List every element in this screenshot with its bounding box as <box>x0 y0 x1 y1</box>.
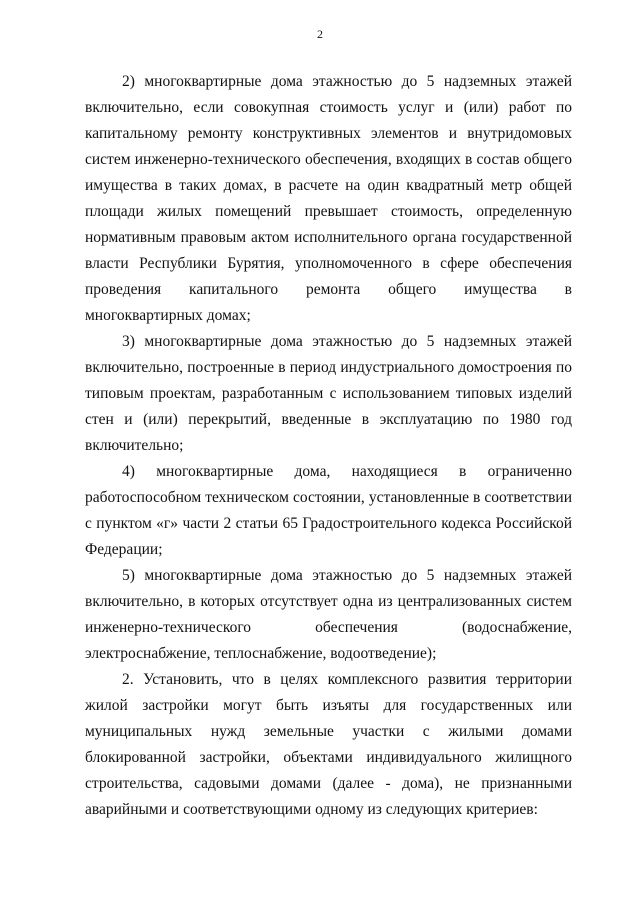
document-body <box>85 69 572 823</box>
paragraph-item-2: 2) многоквартирные дома этажностью до 5 надземных этажей включительно, если совокупная стоимость услуг и (или) работ по капитальному ремонту конструктивных элементов и внутридомовых систем инженерно-технического обеспечения, входящих в состав общего имущества в таких домах, в расчете на один квадратный метр общей площади жилых помещений превышает стоимость, определенную нормативным правовым актом исполнительного органа государственной власти Республики Бурятия, уполномоченного в сфере обеспечения проведения капитального ремонта общего имущества в многоквартирных домах; <box>85 73 572 324</box>
page-number: 2 <box>317 27 323 41</box>
paragraph-item-3: 3) многоквартирные дома этажностью до 5 надземных этажей включительно, построенные в период индустриального домостроения по типовым проектам, разработанным с использованием типовых изделий стен и (или) перекрытий, введенные в эксплуатацию по 1980 год включительно; <box>85 333 572 454</box>
paragraph-item-5: 5) многоквартирные дома этажностью до 5 надземных этажей включительно, в которых отсутствует одна из централизованных систем инженерно-технического обеспечения (водоснабжение, электроснабжение, теплоснабжение, водоотведение); <box>85 567 572 662</box>
paragraph-point-2: 2. Установить, что в целях комплексного развития территории жилой застройки могут быть изъяты для государственных или муниципальных нужд земельные участки с жилыми домами блокированной застройки, объектами индивидуального жилищного строительства, садовыми домами (далее - дома), не признанными аварийными и соответствующими одному из следующих критериев: <box>85 671 572 818</box>
paragraph-item-4: 4) многоквартирные дома, находящиеся в ограниченно работоспособном техническом состоянии, установленные в соответствии с пунктом «г» части 2 статьи 65 Градостроительного кодекса Российской Федерации; <box>85 463 572 558</box>
